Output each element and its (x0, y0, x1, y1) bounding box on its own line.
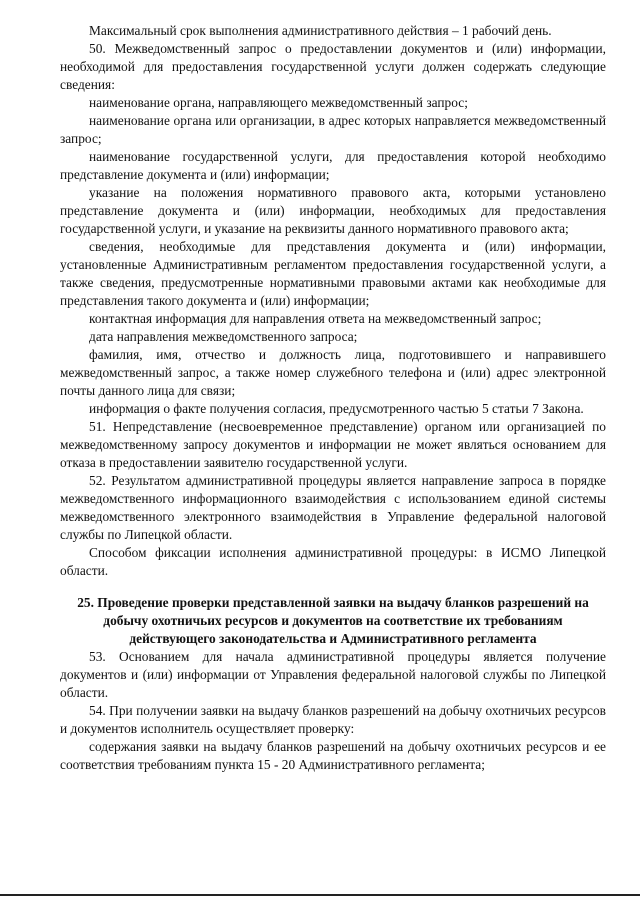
list-item: наименование государственной услуги, для предоставления которой необходимо представление документа и (или) информации; (60, 149, 606, 182)
list-item: наименование органа или организации, в адрес которых направляется межведомственный запрос; (60, 113, 606, 146)
list-item: фамилия, имя, отчество и должность лица, подготовившего и направившего межведомственный запрос, а также номер служебного телефона и (или) адрес электронной почты данного лица для связи; (60, 347, 606, 398)
paragraph-54: 54. При получении заявки на выдачу бланков разрешений на добычу охотничьих ресурсов и документов исполнитель осуществляет проверку: (60, 703, 606, 736)
paragraph-51: 51. Непредставление (несвоевременное представление) органом или организацией по межведомственному запросу документов и информации не может являться основанием для отказа в предоставлении заявителю государственной услуги. (60, 419, 606, 470)
list-item: содержания заявки на выдачу бланков разрешений на добычу охотничьих ресурсов и ее соответствия требованиям пункта 15 - 20 Административного регламента; (60, 739, 606, 772)
paragraph-50: 50. Межведомственный запрос о предоставлении документов и (или) информации, необходимой для предоставления государственной услуги должен содержать следующие сведения: (60, 41, 606, 92)
list-item: контактная информация для направления ответа на межведомственный запрос; (89, 311, 542, 326)
list-item: информация о факте получения согласия, предусмотренного частью 5 статьи 7 Закона. (89, 401, 584, 416)
list-item: сведения, необходимые для представления документа и (или) информации, установленные Административным регламентом предоставления государственной услуги, а также сведения, предусмотренные нормативными правовыми актами как необходимые для представления такого документа и (или) информации; (60, 239, 606, 308)
paragraph-max-term: Максимальный срок выполнения административного действия – 1 рабочий день. (89, 23, 552, 38)
paragraph-53: 53. Основанием для начала административной процедуры является получение документов и (или) информации от Управления федеральной налоговой службы по Липецкой области. (60, 649, 606, 700)
list-item: указание на положения нормативного правового акта, которыми установлено представление документа и (или) информации, необходимых для предоставления государственной услуги, и указание на реквизиты данного нормативного правового акта; (60, 185, 606, 236)
document-body (60, 22, 606, 774)
paragraph-52: 52. Результатом административной процедуры является направление запроса в порядке межведомственного информационного взаимодействия с использованием единой системы межведомственного электронного взаимодействия в Управление федеральной налоговой службы по Липецкой области. (60, 473, 606, 542)
list-item: дата направления межведомственного запроса; (89, 329, 358, 344)
list-item: наименование органа, направляющего межведомственный запрос; (89, 95, 468, 110)
section-heading-25: 25. Проведение проверки представленной заявки на выдачу бланков разрешений на добычу охотничьих ресурсов и документов на соответствие их требованиям действующего законодательства и Административного регламента (77, 595, 589, 646)
page-bottom-rule (0, 894, 640, 896)
paragraph-fixation: Способом фиксации исполнения административной процедуры: в ИСМО Липецкой области. (60, 545, 606, 578)
